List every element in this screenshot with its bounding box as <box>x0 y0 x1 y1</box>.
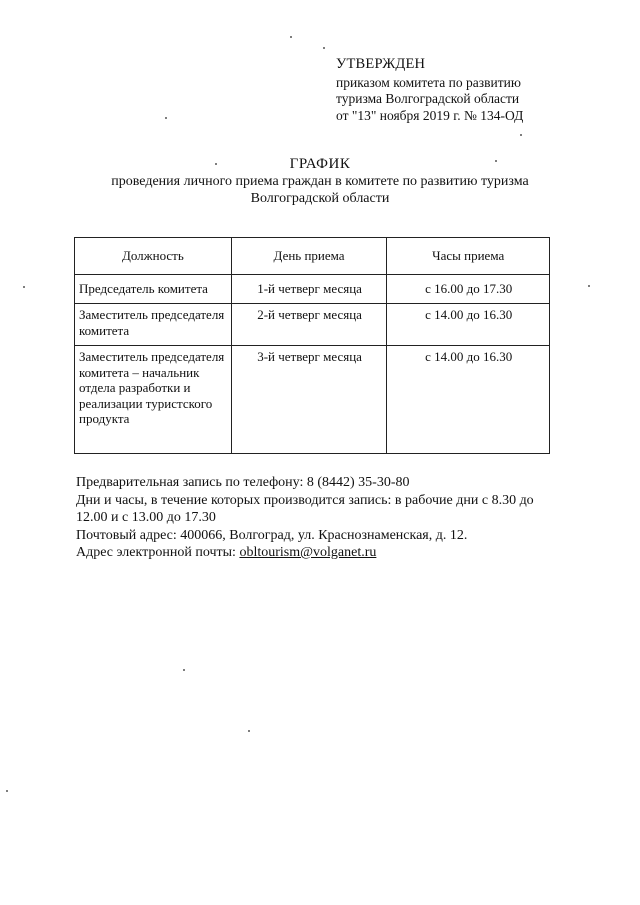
cell-hours: с 14.00 до 16.30 <box>387 304 550 346</box>
scan-speck <box>165 117 167 119</box>
scan-speck <box>183 669 185 671</box>
cell-day: 3-й четверг месяца <box>231 346 387 454</box>
scan-speck <box>290 36 292 38</box>
cell-position: Заместитель председателя комитета – начальник отдела разработки и реализации туристского продукта <box>75 346 232 454</box>
scan-speck <box>495 160 497 162</box>
email-label: Адрес электронной почты: <box>76 545 240 560</box>
cell-position: Председатель комитета <box>75 275 232 304</box>
email-line <box>76 544 566 562</box>
phone-line: Предварительная запись по телефону: 8 (8442) 35-30-80 <box>76 475 410 490</box>
title-line-2: Волгоградской области <box>250 191 390 206</box>
approval-heading: УТВЕРЖДЕН <box>336 56 426 72</box>
address-line: Почтовый адрес: 400066, Волгоград, ул. Краснознаменская, д. 12. <box>76 527 468 543</box>
header-position: Должность <box>75 238 232 275</box>
document-title <box>60 156 580 207</box>
cell-day: 2-й четверг месяца <box>231 304 387 346</box>
cell-position: Заместитель председателя комитета <box>75 304 232 346</box>
scan-speck <box>6 790 8 792</box>
approval-line-2: туризма Волгоградской области <box>336 91 520 106</box>
table-row <box>75 304 550 346</box>
scan-speck <box>248 730 250 732</box>
table-row <box>75 346 550 454</box>
contact-info <box>76 474 566 562</box>
table-row <box>75 275 550 304</box>
scan-speck <box>323 47 325 49</box>
scan-speck <box>23 286 25 288</box>
title-line-1: проведения личного приема граждан в комитете по развитию туризма <box>111 174 529 189</box>
scan-speck <box>588 285 590 287</box>
approval-line-3: от "13" ноября 2019 г. № 134-ОД <box>336 107 524 123</box>
scan-speck <box>520 134 522 136</box>
title-main: ГРАФИК <box>289 156 351 172</box>
header-hours: Часы приема <box>387 238 550 275</box>
approval-stamp <box>336 56 523 124</box>
cell-hours: с 14.00 до 16.30 <box>387 346 550 454</box>
table-header-row <box>75 238 550 275</box>
header-day: День приема <box>231 238 387 275</box>
schedule-table <box>74 237 550 454</box>
schedule-line: Дни и часы, в течение которых производится запись: в рабочие дни с 8.30 до 12.00 и с 13.00 до 17.30 <box>76 492 534 525</box>
cell-day: 1-й четверг месяца <box>231 275 387 304</box>
cell-hours: с 16.00 до 17.30 <box>387 275 550 304</box>
approval-line-1: приказом комитета по развитию <box>336 74 521 90</box>
scan-speck <box>215 163 217 165</box>
email-link[interactable]: obltourism@volganet.ru <box>239 545 377 560</box>
